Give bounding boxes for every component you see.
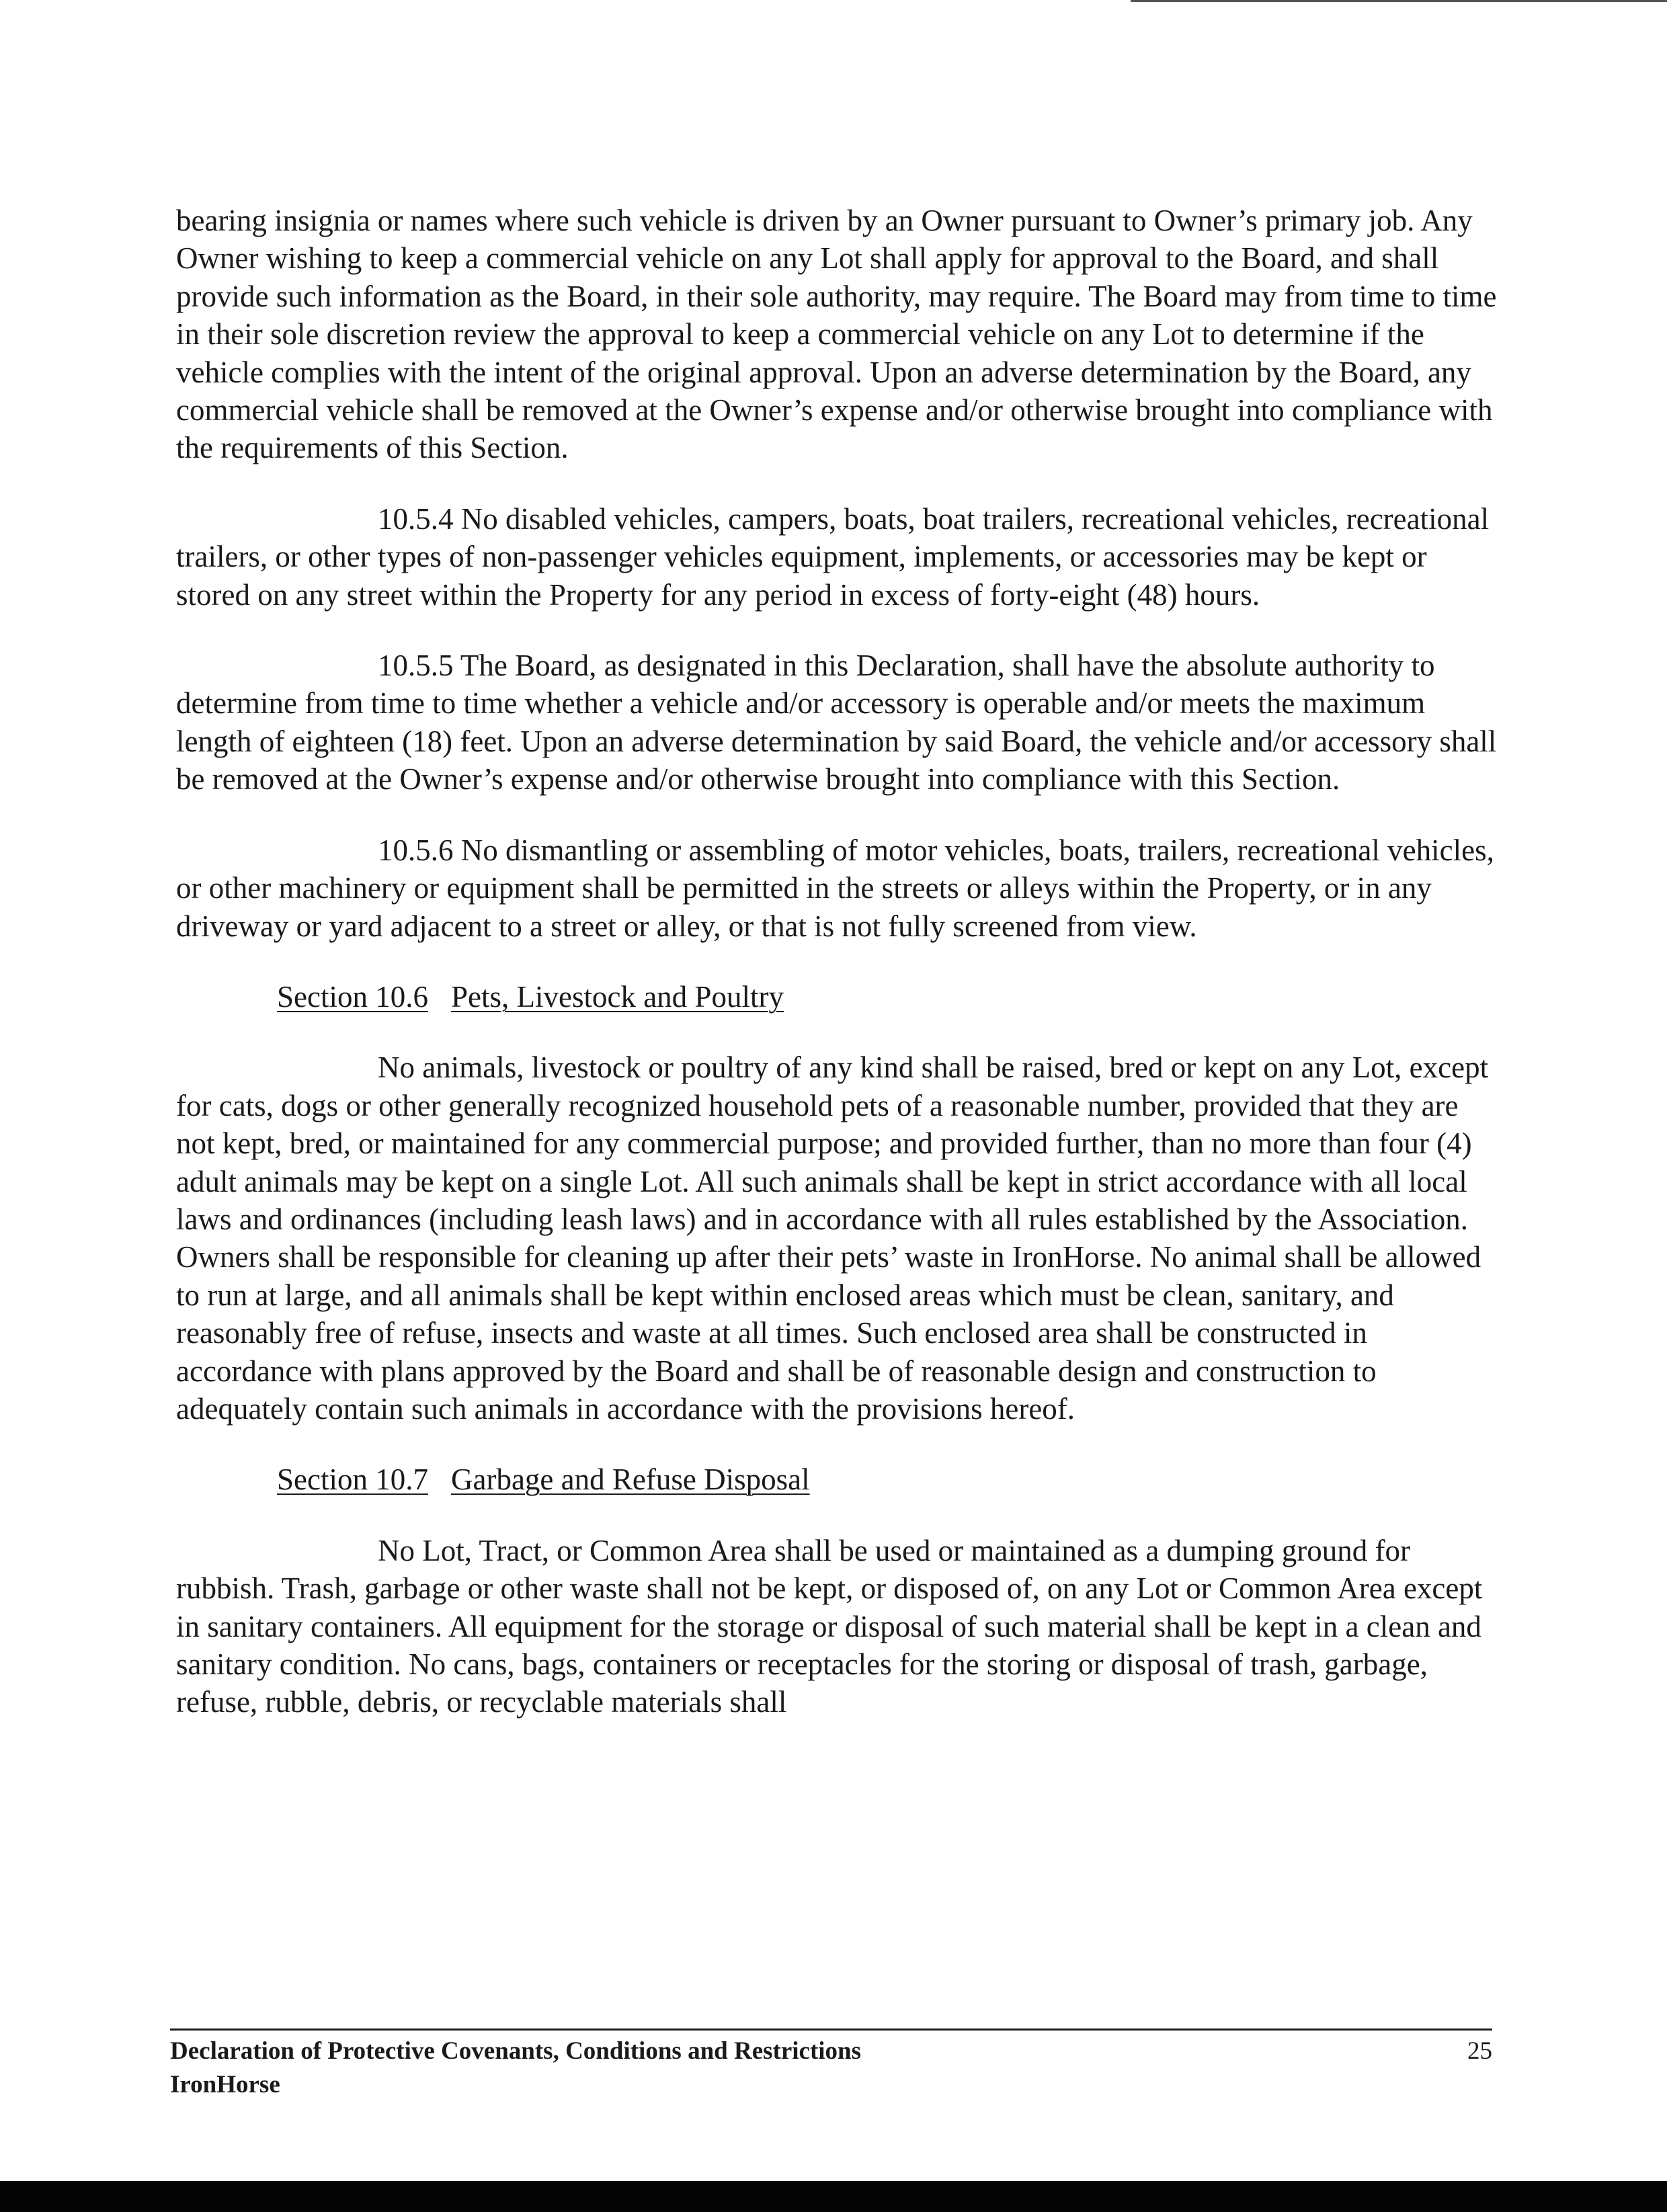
paragraph-10-5-5: 10.5.5 The Board, as designated in this Declaration, shall have the absolute authority to determine from time to time whether a vehicle and/or accessory is operable and/or meets the maximum length of eighteen (18) feet. Upon an adverse determination by said Board, the vehicle and/or accessory shall be removed at the Owner’s expense and/or otherwise brought into compliance with this Section. [176,649,1497,796]
footer-document-title [170,2035,861,2102]
section-title-10-6: Pets, Livestock and Poultry [450,979,784,1014]
section-heading-10-7 [176,1461,1500,1498]
paragraph-10-6-pets: No animals, livestock or poultry of any kind shall be raised, bred or kept on any Lot, except for cats, dogs or other generally recognized household pets of a reasonable number, provided that they are not kept, bred, or maintained for any commercial purpose; and provided further, than no more than four (4) adult animals may be kept on a single Lot. All such animals shall be kept in strict accordance with all local laws and ordinances (including leash laws) and in accordance with all rules established by the Association. Owners shall be responsible for cleaning up after their pets’ waste in IronHorse. No animal shall be allowed to run at large, and all animals shall be kept within enclosed areas which must be clean, sanitary, and reasonably free of refuse, insects and waste at all times. Such enclosed area shall be constructed in accordance with plans approved by the Board and shall be of reasonable design and construction to adequately contain such animals in accordance with the provisions hereof. [176,1051,1489,1426]
footer-title-line-1: Declaration of Protective Covenants, Conditions and Restrictions [170,2037,862,2065]
section-number-10-7: Section 10.7 [277,1463,428,1497]
footer-title-line-2: IronHorse [170,2071,280,2098]
section-title-10-7: Garbage and Refuse Disposal [450,1463,810,1497]
section-number-10-6: Section 10.6 [277,979,428,1014]
page-body [176,202,1500,1754]
paragraph-10-7-garbage: No Lot, Tract, or Common Area shall be used or maintained as a dumping ground for rubbish. Trash, garbage or other waste shall not be kept, or disposed of, on any Lot or Common Area except in sanitary containers. All equipment for the storage or disposal of such material shall be kept in a clean and sanitary condition. No cans, bags, containers or receptacles for the storing or disposal of trash, garbage, refuse, rubble, debris, or recyclable materials shall [176,1533,1483,1719]
paragraph-10-5-4: 10.5.4 No disabled vehicles, campers, boats, boat trailers, recreational vehicles, recreational trailers, or other types of non-passenger vehicles equipment, implements, or accessories may be kept or stored on any street within the Property for any period in excess of forty-eight (48) hours. [176,501,1490,612]
scan-bottom-band [0,2181,1667,2212]
scan-top-edge-line [1131,0,1667,2]
paragraph-10-5-6: 10.5.6 No dismantling or assembling of motor vehicles, boats, trailers, recreational vehicles, or other machinery or equipment shall be permitted in the streets or alleys within the Property, or in any driveway or yard adjacent to a street or alley, or that is not fully screened from view. [176,833,1494,943]
paragraph-commercial-vehicle: bearing insignia or names where such vehicle is driven by an Owner pursuant to Owner’s primary job. Any Owner wishing to keep a commercial vehicle on any Lot shall apply for approval to the Board, and shall provide such information as the Board, in their sole authority, may require. The Board may from time to time in their sole discretion review the approval to keep a commercial vehicle on any Lot to determine if the vehicle complies with the intent of the original approval. Upon an adverse determination by the Board, any commercial vehicle shall be removed at the Owner’s expense and/or otherwise brought into compliance with the requirements of this Section. [176,204,1497,465]
section-heading-10-6 [176,978,1500,1016]
footer-divider [170,2029,1492,2031]
page-number: 25 [1467,2037,1492,2065]
